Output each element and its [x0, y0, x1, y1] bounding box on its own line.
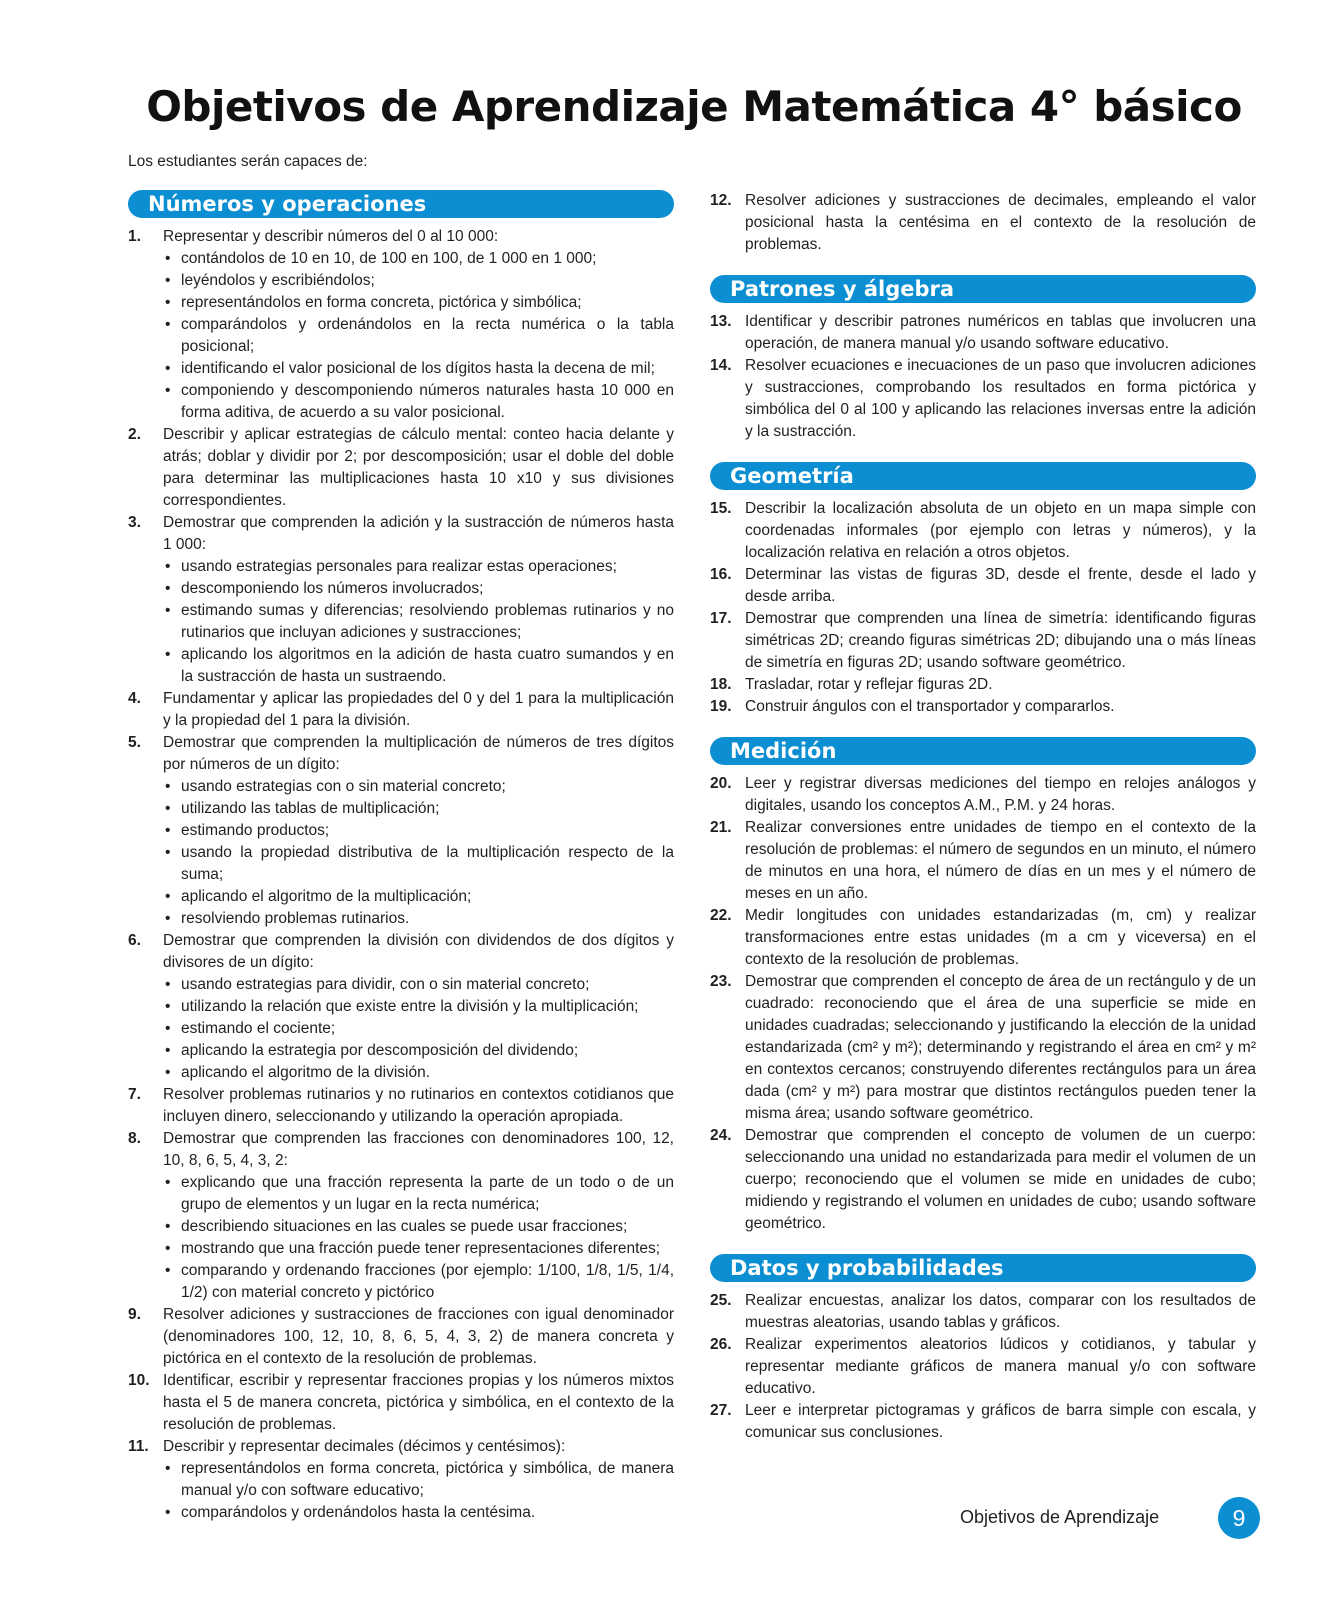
objective-text: Describir y representar decimales (décimos y centésimos):: [163, 1438, 566, 1455]
objective-text: Demostrar que comprenden la adición y la sustracción de números hasta 1 000:: [163, 514, 674, 553]
objective-number: 8.: [128, 1130, 141, 1147]
bullet-icon: •: [165, 998, 171, 1015]
objective-number: 11.: [128, 1438, 149, 1455]
sub-list: [163, 776, 674, 930]
objective-text: Demostrar que comprenden la división con dividendos de dos dígitos y divisores de un dígito:: [163, 932, 674, 971]
objective-item: [710, 355, 1256, 443]
objective-text: Resolver ecuaciones e inecuaciones de un paso que involucren adiciones y sustracciones, comprobando los resultados en forma pictórica y simbólica del 0 al 100 y aplicando las relaciones inversas entre la adición y la sustracción.: [745, 357, 1256, 440]
sub-item: [163, 776, 674, 798]
sub-item-text: describiendo situaciones en las cuales se puede usar fracciones;: [181, 1218, 628, 1235]
objective-text: Trasladar, rotar y reflejar figuras 2D.: [745, 676, 993, 693]
section: [710, 190, 1256, 256]
objective-number: 7.: [128, 1086, 141, 1103]
bullet-icon: •: [165, 272, 171, 289]
objective-item: [128, 1128, 674, 1304]
objective-number: 10.: [128, 1372, 150, 1389]
sub-item: [163, 1172, 674, 1216]
sub-item-text: comparando y ordenando fracciones (por ejemplo: 1/100, 1/8, 1/5, 1/4, 1/2) con material concreto y pictórico: [181, 1262, 674, 1301]
sub-item: [163, 248, 674, 270]
objective-text: Leer e interpretar pictogramas y gráficos de barra simple con escala, y comunicar sus conclusiones.: [745, 1402, 1256, 1441]
page-number-badge: 9: [1218, 1497, 1260, 1539]
sub-item: [163, 1018, 674, 1040]
objective-number: 21.: [710, 819, 732, 836]
objective-item: [710, 674, 1256, 696]
objective-item: [128, 512, 674, 688]
sub-item-text: mostrando que una fracción puede tener representaciones diferentes;: [181, 1240, 661, 1257]
bullet-icon: •: [165, 360, 171, 377]
objective-text: Representar y describir números del 0 al 10 000:: [163, 228, 499, 245]
sub-item-text: usando estrategias con o sin material concreto;: [181, 778, 506, 795]
objective-item: [710, 498, 1256, 564]
sub-item-text: comparándolos y ordenándolos hasta la centésima.: [181, 1504, 536, 1521]
objective-text: Fundamentar y aplicar las propiedades del 0 y del 1 para la multiplicación y la propiedad del 1 para la división.: [163, 690, 674, 729]
sub-item-text: utilizando la relación que existe entre la división y la multiplicación;: [181, 998, 639, 1015]
sub-item: [163, 1062, 674, 1084]
bullet-icon: •: [165, 1064, 171, 1081]
objective-number: 20.: [710, 775, 732, 792]
objectives-list: [128, 226, 674, 1524]
objective-number: 24.: [710, 1127, 732, 1144]
sub-item: [163, 380, 674, 424]
objective-text: Construir ángulos con el transportador y compararlos.: [745, 698, 1115, 715]
objective-number: 5.: [128, 734, 141, 751]
sub-item-text: aplicando el algoritmo de la multiplicación;: [181, 888, 472, 905]
sub-list: [163, 1172, 674, 1304]
sub-item: [163, 908, 674, 930]
objective-item: [710, 1400, 1256, 1444]
objective-text: Demostrar que comprenden el concepto de volumen de un cuerpo: seleccionando una unidad no estandarizada para medir el volumen de un cuerpo; reconociendo que el volumen se mide en unidades de cubo; midiendo y registrando el volumen en unidades de cubo; usando software geométrico.: [745, 1127, 1256, 1232]
section-header: Patrones y álgebra: [710, 275, 1256, 303]
objective-number: 3.: [128, 514, 141, 531]
bullet-icon: •: [165, 778, 171, 795]
objective-number: 2.: [128, 426, 141, 443]
objective-item: [710, 564, 1256, 608]
objective-text: Resolver adiciones y sustracciones de fracciones con igual denominador (denominadores 100, 12, 10, 8, 6, 5, 4, 3, 2) de manera concreta y pictórica en el contexto de la resolución de problemas.: [163, 1306, 674, 1367]
objective-text: Resolver adiciones y sustracciones de decimales, empleando el valor posicional hasta la centésima en el contexto de la resolución de problemas.: [745, 192, 1256, 253]
sub-list: [163, 248, 674, 424]
section: [710, 462, 1256, 718]
objective-number: 6.: [128, 932, 141, 949]
objective-number: 9.: [128, 1306, 141, 1323]
objectives-list: [710, 190, 1256, 256]
bullet-icon: •: [165, 1218, 171, 1235]
sub-item: [163, 886, 674, 908]
sub-item: [163, 974, 674, 996]
bullet-icon: •: [165, 646, 171, 663]
objective-text: Describir y aplicar estrategias de cálculo mental: conteo hacia delante y atrás; doblar y dividir por 2; por descomposición; usar el doble del doble para determinar las multiplicaciones hasta 10 x10 y sus divisiones correspondientes.: [163, 426, 674, 509]
sub-item-text: representándolos en forma concreta, pictórica y simbólica;: [181, 294, 582, 311]
objective-number: 1.: [128, 228, 141, 245]
sub-item-text: usando estrategias personales para realizar estas operaciones;: [181, 558, 617, 575]
objectives-list: [710, 498, 1256, 718]
bullet-icon: •: [165, 1504, 171, 1521]
objective-item: [128, 688, 674, 732]
sub-item: [163, 1238, 674, 1260]
section: [710, 737, 1256, 1235]
bullet-icon: •: [165, 910, 171, 927]
objective-text: Demostrar que comprenden una línea de simetría: identificando figuras simétricas 2D; creando figuras simétricas 2D; dibujando una o más líneas de simetría en figuras 2D; usando software geométrico.: [745, 610, 1256, 671]
objective-text: Identificar y describir patrones numéricos en tablas que involucren una operación, de manera manual y/o usando software educativo.: [745, 313, 1256, 352]
sub-item-text: comparándolos y ordenándolos en la recta numérica o la tabla posicional;: [181, 316, 674, 355]
bullet-icon: •: [165, 800, 171, 817]
objective-item: [710, 971, 1256, 1125]
sub-item-text: representándolos en forma concreta, pictórica y simbólica, de manera manual y/o con software educativo;: [181, 1460, 674, 1499]
objective-text: Medir longitudes con unidades estandarizadas (m, cm) y realizar transformaciones entre estas unidades (m a cm y viceversa) en el contexto de la resolución de problemas.: [745, 907, 1256, 968]
objective-number: 23.: [710, 973, 732, 990]
left-column: [128, 190, 674, 1524]
bullet-icon: •: [165, 976, 171, 993]
sub-item: [163, 798, 674, 820]
objective-text: Realizar experimentos aleatorios lúdicos y cotidianos, y tabular y representar mediante gráficos de manera manual y/o con software educativo.: [745, 1336, 1256, 1397]
intro-text: Los estudiantes serán capaces de:: [128, 153, 368, 170]
objective-text: Demostrar que comprenden la multiplicación de números de tres dígitos por números de un dígito:: [163, 734, 674, 773]
bullet-icon: •: [165, 602, 171, 619]
objective-item: [128, 424, 674, 512]
sub-item-text: aplicando la estrategia por descomposición del dividendo;: [181, 1042, 579, 1059]
objectives-list: [710, 1290, 1256, 1444]
objective-item: [710, 1334, 1256, 1400]
objective-number: 4.: [128, 690, 141, 707]
objective-number: 27.: [710, 1402, 732, 1419]
bullet-icon: •: [165, 1042, 171, 1059]
bullet-icon: •: [165, 294, 171, 311]
objective-text: Identificar, escribir y representar fracciones propias y los números mixtos hasta el 5 de manera concreta, pictórica y simbólica, en el contexto de la resolución de problemas.: [163, 1372, 674, 1433]
objective-number: 25.: [710, 1292, 732, 1309]
sub-item-text: utilizando las tablas de multiplicación;: [181, 800, 440, 817]
sub-item-text: estimando sumas y diferencias; resolviendo problemas rutinarios y no rutinarios que incluyan adiciones y sustracciones;: [181, 602, 674, 641]
section-header: Geometría: [710, 462, 1256, 490]
bullet-icon: •: [165, 558, 171, 575]
section-header: Medición: [710, 737, 1256, 765]
objective-item: [710, 817, 1256, 905]
bullet-icon: •: [165, 316, 171, 333]
sub-item-text: descomponiendo los números involucrados;: [181, 580, 484, 597]
sub-item: [163, 1040, 674, 1062]
sub-item-text: usando la propiedad distributiva de la multiplicación respecto de la suma;: [181, 844, 674, 883]
objective-item: [710, 190, 1256, 256]
objective-number: 13.: [710, 313, 732, 330]
bullet-icon: •: [165, 580, 171, 597]
objective-number: 22.: [710, 907, 732, 924]
bullet-icon: •: [165, 844, 171, 861]
sub-item: [163, 314, 674, 358]
objective-text: Realizar conversiones entre unidades de tiempo en el contexto de la resolución de problemas: el número de segundos en un minuto, el número de minutos en una hora, el número de días en un mes y el número de meses en un año.: [745, 819, 1256, 902]
objective-item: [710, 1290, 1256, 1334]
sub-item-text: identificando el valor posicional de los dígitos hasta la decena de mil;: [181, 360, 655, 377]
sub-item: [163, 1502, 674, 1524]
objective-number: 17.: [710, 610, 732, 627]
right-column: [710, 190, 1256, 1444]
sub-item-text: estimando el cociente;: [181, 1020, 336, 1037]
objective-item: [128, 1304, 674, 1370]
bullet-icon: •: [165, 1020, 171, 1037]
objective-text: Demostrar que comprenden las fracciones con denominadores 100, 12, 10, 8, 6, 5, 4, 3, 2:: [163, 1130, 674, 1169]
objective-text: Demostrar que comprenden el concepto de área de un rectángulo y de un cuadrado: reconociendo que el área de una superficie se mide en unidades cuadradas; seleccionando y justificando la elección de la unidad estandarizada (cm² y m²); determinando y registrando el área en cm² y m² en contextos cercanos; construyendo diferentes rectángulos para un área dada (cm² y m²) para mostrar que distintos rectángulos pueden tener la misma área; usando software geométrico.: [745, 973, 1256, 1122]
bullet-icon: •: [165, 1240, 171, 1257]
sub-item: [163, 644, 674, 688]
sub-item-text: usando estrategias para dividir, con o sin material concreto;: [181, 976, 590, 993]
sub-item: [163, 820, 674, 842]
sub-item: [163, 842, 674, 886]
sub-item: [163, 1458, 674, 1502]
sub-item: [163, 996, 674, 1018]
objective-number: 12.: [710, 192, 732, 209]
sub-item-text: aplicando el algoritmo de la división.: [181, 1064, 431, 1081]
objective-item: [128, 1436, 674, 1524]
objective-item: [710, 696, 1256, 718]
objectives-list: [710, 311, 1256, 443]
objective-item: [710, 773, 1256, 817]
objective-number: 18.: [710, 676, 732, 693]
objective-text: Realizar encuestas, analizar los datos, comparar con los resultados de muestras aleatorias, usando tablas y gráficos.: [745, 1292, 1256, 1331]
sub-item: [163, 358, 674, 380]
objective-item: [128, 930, 674, 1084]
bullet-icon: •: [165, 250, 171, 267]
sub-list: [163, 556, 674, 688]
objective-text: Leer y registrar diversas mediciones del tiempo en relojes análogos y digitales, usando los conceptos A.M., P.M. y 24 horas.: [745, 775, 1256, 814]
sub-item-text: contándolos de 10 en 10, de 100 en 100, de 1 000 en 1 000;: [181, 250, 597, 267]
objectives-list: [710, 773, 1256, 1235]
section: [710, 1254, 1256, 1444]
sub-item-text: componiendo y descomponiendo números naturales hasta 10 000 en forma aditiva, de acuerdo a su valor posicional.: [181, 382, 674, 421]
footer-text: Objetivos de Aprendizaje: [960, 1507, 1160, 1527]
objective-number: 16.: [710, 566, 732, 583]
objective-text: Describir la localización absoluta de un objeto en un mapa simple con coordenadas informales (por ejemplo con letras y números), y la localización relativa en relación a otros objetos.: [745, 500, 1256, 561]
bullet-icon: •: [165, 382, 171, 399]
sub-item-text: explicando que una fracción representa la parte de un todo o de un grupo de elementos y un lugar en la recta numérica;: [181, 1174, 674, 1213]
section-header: Números y operaciones: [128, 190, 674, 218]
objective-item: [710, 905, 1256, 971]
objective-text: Resolver problemas rutinarios y no rutinarios en contextos cotidianos que incluyen dinero, seleccionando y utilizando la operación apropiada.: [163, 1086, 674, 1125]
bullet-icon: •: [165, 822, 171, 839]
sub-item: [163, 556, 674, 578]
bullet-icon: •: [165, 1174, 171, 1191]
sub-list: [163, 974, 674, 1084]
objective-number: 26.: [710, 1336, 732, 1353]
sub-item: [163, 270, 674, 292]
objective-number: 14.: [710, 357, 732, 374]
page-title: Objetivos de Aprendizaje Matemática 4° básico: [146, 82, 1242, 131]
section-header: Datos y probabilidades: [710, 1254, 1256, 1282]
objective-item: [710, 608, 1256, 674]
sub-item: [163, 600, 674, 644]
section: [128, 190, 674, 1524]
objective-item: [710, 311, 1256, 355]
objective-item: [128, 732, 674, 930]
objective-item: [128, 1370, 674, 1436]
bullet-icon: •: [165, 1460, 171, 1477]
objective-item: [128, 1084, 674, 1128]
objective-number: 19.: [710, 698, 732, 715]
sub-list: [163, 1458, 674, 1524]
bullet-icon: •: [165, 1262, 171, 1279]
sub-item-text: aplicando los algoritmos en la adición de hasta cuatro sumandos y en la sustracción de hasta un sustraendo.: [181, 646, 674, 685]
sub-item-text: leyéndolos y escribiéndolos;: [181, 272, 375, 289]
sub-item-text: estimando productos;: [181, 822, 330, 839]
objective-number: 15.: [710, 500, 732, 517]
sub-item: [163, 292, 674, 314]
objective-item: [710, 1125, 1256, 1235]
sub-item: [163, 1216, 674, 1238]
sub-item-text: resolviendo problemas rutinarios.: [181, 910, 410, 927]
objective-text: Determinar las vistas de figuras 3D, desde el frente, desde el lado y desde arriba.: [745, 566, 1256, 605]
section: [710, 275, 1256, 443]
sub-item: [163, 1260, 674, 1304]
objective-item: [128, 226, 674, 424]
sub-item: [163, 578, 674, 600]
bullet-icon: •: [165, 888, 171, 905]
